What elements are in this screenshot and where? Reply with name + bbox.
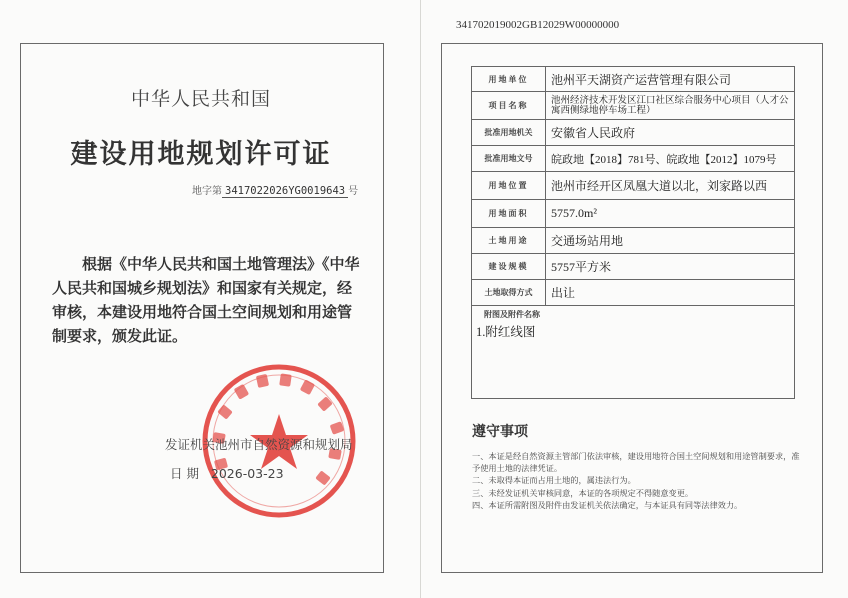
row-value: 出让 (546, 280, 795, 306)
row-label: 用地位置 (472, 172, 546, 200)
land-no-value: 3417022026YG0019643 (222, 185, 348, 198)
row-value: 池州平天湖资产运营管理有限公司 (546, 67, 795, 92)
row-value: 池州市经开区凤凰大道以北，刘家路以西 (546, 172, 795, 200)
attachments-label: 附图及附件名称 (484, 310, 540, 319)
issue-date: 2026-03-23 (210, 466, 284, 481)
row-label: 批准用地机关 (472, 120, 546, 146)
row-label: 项目名称 (472, 92, 546, 120)
row-label: 用地面积 (472, 200, 546, 228)
country-name: 中华人民共和国 (130, 88, 271, 110)
notice-list (472, 450, 802, 511)
row-label: 批准用地文号 (472, 146, 546, 172)
table-row (472, 92, 795, 120)
land-certificate-number (192, 182, 358, 197)
row-value: 皖政地【2018】781号、皖政地【2012】1079号 (546, 146, 795, 172)
attachments-row (472, 306, 795, 399)
land-info-table (471, 66, 795, 399)
notice-title: 遵守事项 (472, 424, 528, 440)
certificate-serial-number: 341702019002GB12029W00000000 (456, 19, 620, 31)
attachment-item: 1.附红线图 (476, 325, 536, 339)
date-label: 日 期 (170, 466, 199, 481)
row-label: 土地取得方式 (472, 280, 546, 306)
table-row (472, 280, 795, 306)
table-row (472, 254, 795, 280)
table-row (472, 200, 795, 228)
attachments-cell (472, 306, 795, 399)
notice-item: 三、未经发证机关审核同意，本证的各项规定不得随意变更。 (472, 487, 694, 498)
certificate-body-text: 根据《中华人民共和国土地管理法》《中华人民共和国城乡规划法》和国家有关规定，经审核，本建设用地符合国土空间规划和用途管制要求，颁发此证。 (52, 255, 360, 345)
table-row (472, 67, 795, 92)
notice-item: 二、未取得本证而占用土地的，属违法行为。 (472, 475, 636, 486)
row-value: 安徽省人民政府 (546, 120, 795, 146)
notice-item: 四、本证所需附图及附件由发证机关依法确定，与本证具有同等法律效力。 (472, 499, 743, 510)
table-row (472, 146, 795, 172)
land-no-suffix: 号 (348, 186, 359, 197)
issuing-authority-row (165, 435, 353, 453)
table-row (472, 120, 795, 146)
row-label: 土地用途 (472, 228, 546, 254)
issue-date-row (170, 464, 284, 482)
row-label: 建设规模 (472, 254, 546, 280)
issuer-name: 池州市自然资源和规划局 (215, 437, 353, 452)
row-value: 交通场站用地 (546, 228, 795, 254)
issuer-label: 发证机关 (165, 437, 216, 452)
notice-item: 一、本证是经自然资源主管部门依法审核，建设用地符合国土空间规划和用途管制要求，准予使用土地的法律凭证。 (472, 451, 800, 474)
table-row (472, 228, 795, 254)
row-value: 池州经济技术开发区江口社区综合服务中心项目（人才公寓西侧绿地停车场工程） (546, 92, 795, 120)
table-row (472, 172, 795, 200)
land-no-prefix: 地字第 (192, 186, 222, 197)
row-value: 5757平方米 (546, 254, 795, 280)
certificate-title: 建设用地规划许可证 (70, 139, 332, 170)
row-value: 5757.0m² (546, 200, 795, 228)
row-label: 用地单位 (472, 67, 546, 92)
